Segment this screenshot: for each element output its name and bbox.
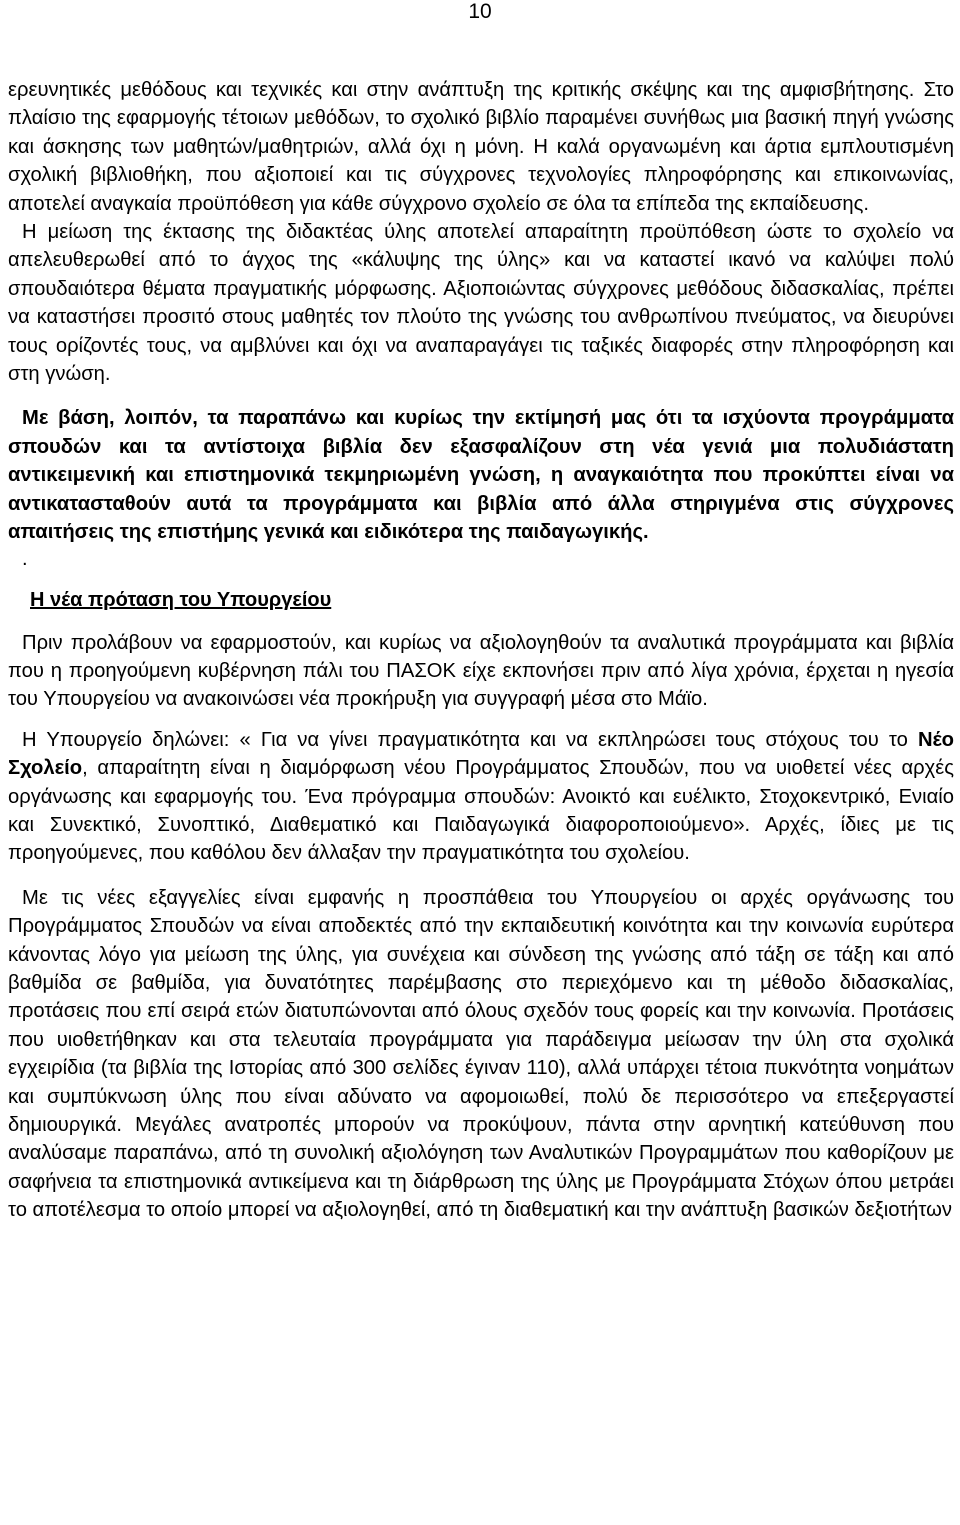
paragraph-school-library: ερευνητικές μεθόδους και τεχνικές και στην ανάπτυξη της κριτικής σκέψης και της αμφισβήτησης. Στο πλαίσιο της εφαρμογής τέτοιων μεθόδων, το σχολικό βιβλίο παραμένει συνήθως μια βασική πηγή γνώσης και άσκησης των μαθητών/μαθητριών, αλλά όχι η μόνη. Η καλά οργανωμένη και άρτια εμπλουτισμένη σχολική βιβλιοθήκη, που αξιοποιεί και τις σύγχρονες τεχνολογίες πληροφόρησης και επικοινωνίας, αποτελεί αναγκαία προϋπόθεση για κάθε σύγχρονο σχολείο σε όλα τα επίπεδα της εκπαίδευσης. bbox=[8, 79, 954, 215]
stray-dot: . bbox=[22, 547, 28, 570]
page-number: 10 bbox=[468, 0, 492, 23]
paragraph-reduced-syllabus: Η μείωση της έκτασης της διδακτέας ύλης αποτελεί απαραίτητη προϋπόθεση ώστε το σχολείο να απελευθερωθεί από το άγχος της «κάλυψης της ύλης» και να καταστεί ικανό να καλύψει πολύ σπουδαιότερα θέματα πραγματικής μόρφωσης. Αξιοποιώντας σύγχρονες μεθόδους διδασκαλίας, πρέπει να καταστήσει προσιτό στους μαθητές τον πλούτο της γνώσης του ανθρωπίνου πνεύματος, να διευρύνει τους ορίζοντές τους, να αμβλύνει και όχι να αναπαραγάγει τις ταξικές διαφορές στην πληροφόρηση και στη γνώση. bbox=[8, 221, 954, 386]
statement-text-after: , απαραίτητη είναι η διαμόρφωση νέου Προγράμματος Σπουδών, που να υιοθετεί νέες αρχές οργάνωσης και εφαρμογής του. Ένα πρόγραμμα σπουδών: Ανοικτό και ευέλικτο, Στοχοκεντρικό, Ενιαίο και Συνεκτικό, Συνοπτικό, Διαθεματικό και Παιδαγωγικά διαφοροποιούμενο». Αρχές, ίδιες με τις προηγούμενες, που καθόλου δεν άλλαξαν την πραγματικότητα του σχολείου. bbox=[8, 757, 954, 865]
new-school-bold: Νέο Σχολείο bbox=[8, 728, 954, 780]
paragraph-new-announcements: Με τις νέες εξαγγελίες είναι εμφανής η προσπάθεια του Υπουργείου οι αρχές οργάνωσης του Προγράμματος Σπουδών να είναι αποδεκτές από την εκπαιδευτική κοινότητα και την κοινωνία ευρύτερα κάνοντας λόγο για μείωση της ύλης, για συνέχεια και σύνδεση της γνώσης από τάξη σε τάξη και από βαθμίδα σε βαθμίδα, για δυνατότητες παρέμβασης στο περιεχόμενο και τη μέθοδο διδασκαλίας, προτάσεις που επί σειρά ετών διατυπώνονται από όλους σχεδόν τους φορείς και την κοινωνία. Προτάσεις που υιοθετήθηκαν και στα τελευταία προγράμματα για παράδειγμα μείωσαν την ύλη στα σχολικά εγχειρίδια (τα βιβλία της Ιστορίας από 300 σελίδες έγιναν 110), αλλά υπάρχει τέτοια πυκνότητα νοημάτων και συμπύκνωση ύλης που είναι αδύνατο να αφομοιωθεί, πολύ δε περισσότερο να επεξεργαστεί δημιουργικά. Μεγάλες ανατροπές μπορούν να προκύψουν, πάντα στην αρνητική κατεύθυνση που αναλύσαμε παραπάνω, από τη συνολική αξιολόγηση των Αναλυτικών Προγραμμάτων που καθορίζουν με σαφήνεια τα επιστημονικά αντικείμενα και τη διάρθρωση της ύλης με Προγράμματα Στόχων όπου μετράει το αποτέλεσμα το οποίο μπορεί να αξιολογηθεί, από τη διαθεματική και την ανάπτυξη βασικών δεξιοτήτων bbox=[8, 886, 954, 1222]
paragraph-ministry-statement bbox=[8, 726, 954, 868]
statement-text-before: Η Υπουργείο δηλώνει: « Για να γίνει πραγματικότητα και να εκπληρώσει τους στόχους του το bbox=[22, 728, 918, 751]
paragraph-conclusion-bold: Με βάση, λοιπόν, τα παραπάνω και κυρίως την εκτίμησή μας ότι τα ισχύοντα προγράμματα σπουδών και τα αντίστοιχα βιβλία δεν εξασφαλίζουν στη νέα γενιά μια πολυδιάστατη αντικειμενική και επιστημονικά τεκμηριωμένη γνώση, η αναγκαιότητα που προκύπτει είναι να αντικατασταθούν αυτά τα προγράμματα και βιβλία από άλλα στηριγμένα στις σύγχρονες απαιτήσεις της επιστήμης γενικά και ειδικότερα της παιδαγωγικής. bbox=[8, 407, 954, 544]
document-body bbox=[8, 76, 954, 1225]
section-heading-ministry-proposal: Η νέα πρόταση του Υπουργείου bbox=[30, 588, 332, 611]
paragraph-previous-programs: Πριν προλάβουν να εφαρμοστούν, και κυρίως να αξιολογηθούν τα αναλυτικά προγράμματα και βιβλία που η προηγούμενη κυβέρνηση πάλι του ΠΑΣΟΚ είχε εκπονήσει πριν από λίγα χρόνια, έρχεται η ηγεσία του Υπουργείου να ανακοινώσει νέα προκήρυξη για συγγραφή μέσα στο Μάϊο. bbox=[8, 631, 954, 711]
